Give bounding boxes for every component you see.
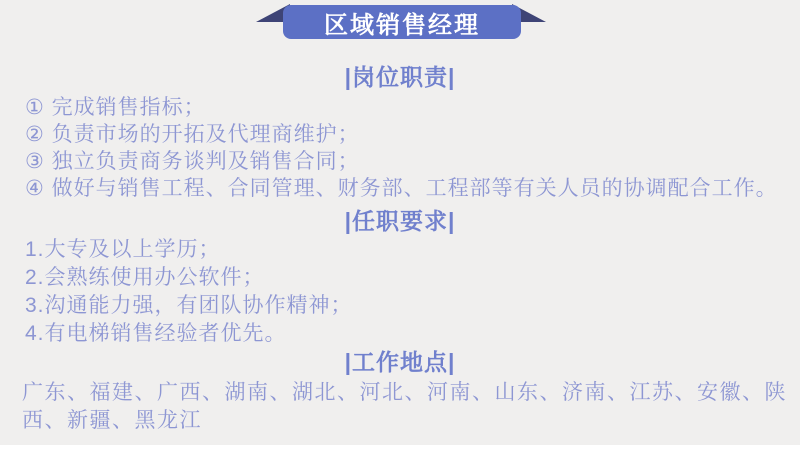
bottom-edge <box>0 445 800 451</box>
duties-list <box>25 94 785 202</box>
duty-item: ④ 做好与销售工程、合同管理、财务部、工程部等有关人员的协调配合工作。 <box>25 177 778 200</box>
requirement-item: 3.沟通能力强，有团队协作精神； <box>25 294 353 317</box>
section-heading-duties: |岗位职责| <box>344 64 456 90</box>
section-heading-location: |工作地点| <box>344 349 456 375</box>
duty-item: ③ 独立负责商务谈判及销售合同； <box>25 150 360 173</box>
requirement-item: 4.有电梯销售经验者优先。 <box>25 322 287 345</box>
duty-item: ② 负责市场的开拓及代理商维护； <box>25 123 360 146</box>
section-heading-requirements: |任职要求| <box>344 208 456 234</box>
page-title: 区域销售经理 <box>283 5 521 39</box>
locations-text: 广东、福建、广西、湖南、湖北、河北、河南、山东、济南、江苏、安徽、陕西、新疆、黑龙江 <box>22 381 787 432</box>
title-ribbon <box>0 0 800 42</box>
requirements-list <box>25 236 785 348</box>
requirement-item: 2.会熟练使用办公软件； <box>25 266 265 289</box>
duty-item: ① 完成销售指标； <box>25 96 206 119</box>
requirement-item: 1.大专及以上学历； <box>25 238 221 261</box>
